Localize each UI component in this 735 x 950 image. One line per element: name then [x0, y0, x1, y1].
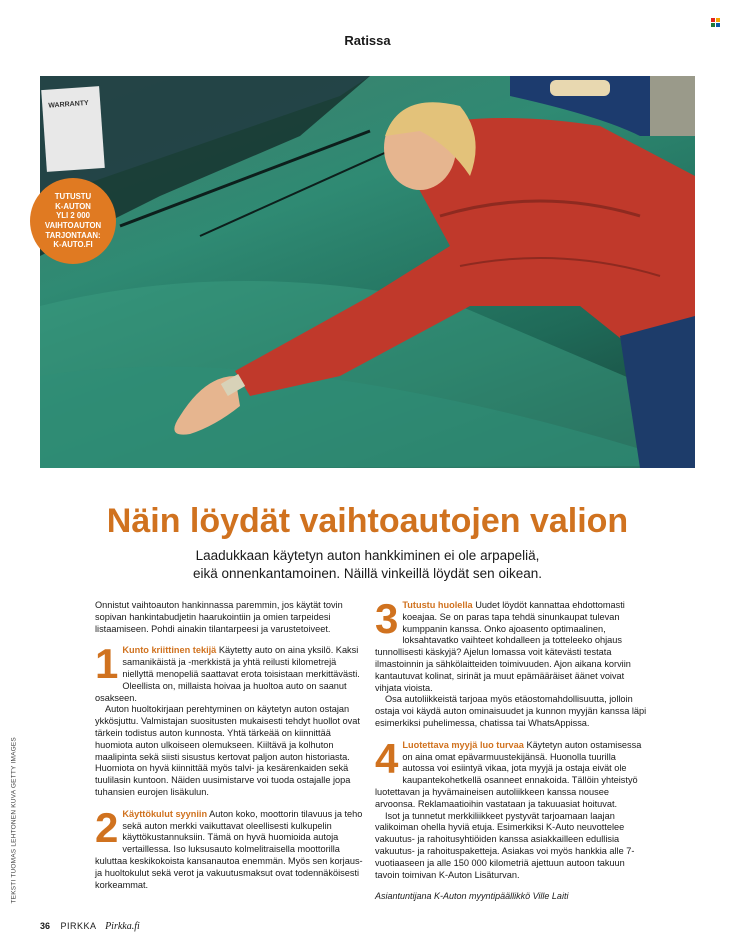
- expert-caption: Asiantuntijana K-Auton myyntipäällikkö Ville Laiti: [375, 891, 569, 902]
- tip-number: 2: [95, 803, 119, 851]
- credit-text: TEKSTI TUOMAS LEHTONEN KUVA GETTY IMAGES: [10, 737, 18, 904]
- badge-line: VAIHTOAUTON: [44, 221, 102, 230]
- article-headline: Näin löydät vaihtoautojen valion: [106, 502, 629, 540]
- tip-number: 4: [375, 734, 399, 782]
- page-number: 36: [40, 921, 51, 931]
- tip-body: Auton koko, moottorin tilavuus ja teho sekä auton merkki vaikuttavat oleellisesti kulkupelin käyttökustannuksiin. Tämä on hyvä huomioida autoja vertaillessa. Iso luksusauto kolmelitraisella moottorilla kuluttaa keskikokoista kansanautoa enemmän. Myös sen korjaus- ja huoltokulut sekä verot ja vakuutusmaksut ovat todennäköisesti korkeammat.: [95, 808, 363, 890]
- column-left: [95, 600, 363, 891]
- warranty-sign: WARRANTY: [48, 99, 89, 110]
- subtitle-line: eikä onnenkantamoinen. Näillä vinkeillä löydät sen oikean.: [193, 566, 542, 581]
- tip-number: 1: [95, 640, 119, 688]
- badge-line: YLI 2 000: [56, 211, 90, 221]
- article-subtitle: [0, 547, 735, 583]
- badge-line: TARJONTAAN:: [45, 230, 101, 240]
- hero-photo: [40, 76, 695, 468]
- tip-body: Käytetyn auton ostamisessa on aina omat epävarmuustekijänsä. Huonolla tuurilla autossa voi esiintyä vikaa, jota myyjä ja ostaja eivät ole kaupantekohetkellä osanneet ennakoida. Tällöin yhteistyö luotettavan ja hyvämaineisen autoliikkeen kanssa nousee arvoonsa. Reklamaatioihin vastataan ja takuuasiat hoituvat.: [375, 739, 642, 809]
- tip-body: Uudet löydöt kannattaa ehdottomasti koeajaa. Se on paras tapa tehdä sinunkaupat tulevan kumppanin kanssa. Onko ajoasento optimaalinen, loksahtavatko vaihteet kohdalleen ja totteleeko ohjaus tunnollisesti käskyjä? Ajelun lomassa voit kätevästi testata ilmastoinnin ja sähkölaitteiden toimivuuden. Ajon aikana korviin kantautuvat kolinat, sirinät ja muut epämääräiset äänet voivat vihjata vioista.: [375, 600, 631, 693]
- tip-1: [95, 640, 363, 798]
- tip-heading: Luotettava myyjä luo turvaa: [402, 739, 524, 750]
- tip-2: [95, 803, 363, 892]
- promo-badge: [30, 178, 116, 264]
- badge-url[interactable]: K-AUTO.FI: [53, 240, 93, 250]
- tip-heading: Käyttökulut syyniin: [122, 808, 208, 819]
- tip-paragraph: Isot ja tunnetut merkkiliikkeet pystyvät tarjoamaan laajan valikoiman ohella hyviä etuja. Esimerkiksi K-Auto neuvottelee vakuutus- ja rahoitusyhtiöiden kanssa asiakkailleen edullisia vakuutus- ja rahoituspaketteja. Asiakas voi myös hankkia alle 7-vuotiaaseen ja alle 150 000 kilometriä ajettuun autoon takuun tavoin toimivan K-Auton Lisäturvan.: [375, 810, 635, 880]
- badge-line: TUTUSTU: [54, 192, 92, 202]
- footer-site-link[interactable]: Pirkka.fi: [105, 921, 140, 932]
- column-right: [375, 595, 650, 903]
- tip-paragraph: Auton huoltokirjaan perehtyminen on käytetyn auton ostajan ykkösjuttu. Valmistajan suositusten mukaisesti tehdyt huollot ovat tärkein todistus auton kunnosta. Yhtä tärkeää on kiinnittää huomiota auton ulkoiseen olemukseen. Kiiltävä ja kolhuton maalipinta sekä siisti sisustus kertovat paljon auton historiasta. Huomiota on hyvä kiinnittää myös talvi- ja kesärenkaiden sekä tuulilasin kuntoon. Näiden uusimistarve voi tuoda ostajalle jopa tuhansien eurojen lisäkulun.: [95, 704, 360, 797]
- subtitle-line: Laadukkaan käytetyn auton hankkiminen ei ole arpapeliä,: [195, 548, 540, 563]
- footer-brand: PIRKKA: [60, 921, 97, 931]
- k-logo-icon: [711, 18, 721, 28]
- intro-paragraph: Onnistut vaihtoauton hankinnassa paremmin, jos käytät tovin sopivan hankintabudjetin haarukointiin ja omien tarpeidesi listaamiseen. Pohdi ainakin tilantarpeesi ja varustetoiveet.: [95, 600, 343, 634]
- tip-number: 3: [375, 595, 399, 642]
- section-label: Ratissa: [344, 33, 391, 48]
- tip-heading: Kunto kriittinen tekijä: [122, 645, 217, 656]
- tip-body: Käytetty auto on aina yksilö. Kaksi samanikäistä ja -merkkistä ja yhtä reilusti kilometrejä niellyttä menopeliä saattavat erota toisistaan merkittävästi. Oleellista on, millaista hoivaa ja huoltoa auto on saanut osakseen.: [95, 645, 360, 703]
- page-footer: [40, 921, 140, 932]
- tip-heading: Tutustu huolella: [402, 600, 473, 610]
- badge-line: K-AUTON: [55, 201, 91, 211]
- photo-credit: [4, 737, 18, 910]
- tip-4: [375, 734, 650, 882]
- tip-paragraph: Osa autoliikkeistä tarjoaa myös etäostomahdollisuutta, jolloin ostaja voi käydä auton ominaisuudet ja kunnon myyjän kanssa läpi esimerkiksi puhelimessa, chatissa tai WhatsAppissa.: [375, 694, 647, 728]
- tip-3: [375, 595, 650, 730]
